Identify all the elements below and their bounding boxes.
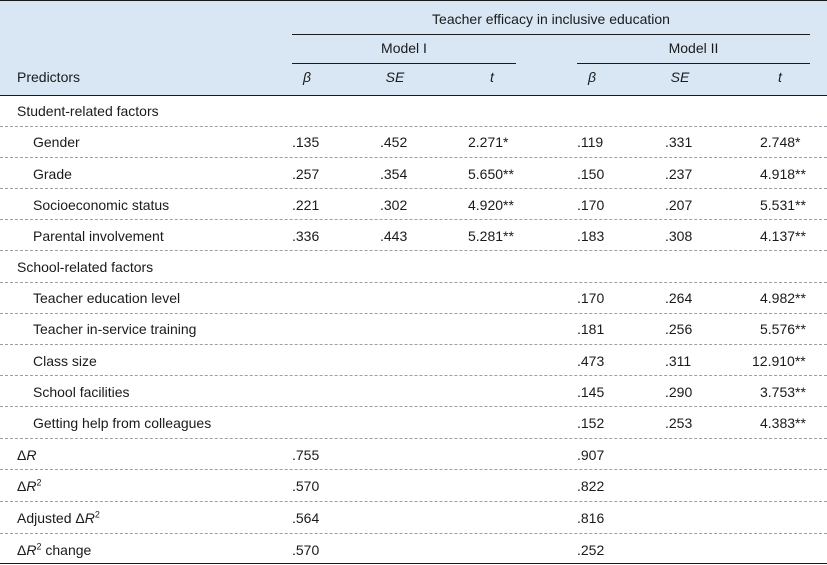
- m2-beta: .170: [577, 290, 605, 306]
- m2-value: .816: [577, 510, 605, 526]
- summary-label: ΔR: [17, 447, 37, 463]
- row-label: Socioeconomic status: [33, 197, 170, 213]
- m2-beta: .152: [577, 415, 605, 431]
- m2-se: .237: [665, 166, 693, 182]
- row-divider: [0, 282, 827, 283]
- title-rule: [292, 34, 810, 35]
- m2-se: .256: [665, 321, 693, 337]
- m1-beta: .257: [292, 166, 320, 182]
- m2-se: .290: [665, 384, 693, 400]
- m1-value: .564: [292, 510, 320, 526]
- section-student: Student-related factors: [17, 103, 159, 119]
- row-divider: [0, 375, 827, 376]
- m2-beta: .181: [577, 321, 605, 337]
- col-m2-t: t: [778, 69, 782, 85]
- m2-beta: .183: [577, 228, 605, 244]
- row-divider: [0, 157, 827, 158]
- m2-beta: .170: [577, 197, 605, 213]
- row-label: Class size: [33, 353, 97, 369]
- summary-label: $\Delta R^2$ change: [17, 541, 92, 558]
- m1-beta: .336: [292, 228, 320, 244]
- m2-value: .252: [577, 542, 605, 558]
- model2-heading: Model II: [668, 40, 719, 56]
- m1-se: .443: [380, 228, 408, 244]
- m2-value: .907: [577, 447, 605, 463]
- row-divider: [0, 219, 827, 220]
- header-rule: [0, 95, 827, 96]
- m2-se: .331: [665, 134, 693, 150]
- row-label: Grade: [33, 166, 72, 182]
- row-divider: [0, 126, 827, 127]
- m2-t: 5.531**: [760, 197, 806, 213]
- m2-t: 2.748*: [760, 134, 801, 150]
- model2-rule: [577, 63, 810, 64]
- m2-t: 12.910**: [752, 353, 806, 369]
- row-label: Teacher in-service training: [33, 321, 197, 337]
- row-divider: [0, 250, 827, 251]
- col-m1-beta: β: [303, 69, 311, 85]
- m1-se: .452: [380, 134, 408, 150]
- col-m1-t: t: [490, 69, 494, 85]
- predictors-heading: Predictors: [17, 69, 81, 85]
- m1-beta: .135: [292, 134, 320, 150]
- m1-t: 5.650**: [468, 166, 514, 182]
- section-school: School-related factors: [17, 259, 154, 275]
- m2-beta: .145: [577, 384, 605, 400]
- m2-t: 5.576**: [760, 321, 806, 337]
- m1-se: .354: [380, 166, 408, 182]
- m1-value: .570: [292, 542, 320, 558]
- m2-se: .311: [665, 353, 692, 369]
- model1-heading: Model I: [381, 40, 427, 56]
- row-label: School facilities: [33, 384, 130, 400]
- row-divider: [0, 406, 827, 407]
- summary-label: Adjusted $\Delta R^2$: [17, 509, 100, 526]
- m2-t: 4.383**: [760, 415, 806, 431]
- m1-value: .570: [292, 478, 320, 494]
- m2-se: .253: [665, 415, 693, 431]
- m2-se: .207: [665, 197, 693, 213]
- m2-beta: .119: [577, 134, 604, 150]
- row-divider: [0, 469, 827, 470]
- row-label: Gender: [33, 134, 80, 150]
- m1-t: 4.920**: [468, 197, 514, 213]
- m2-t: 3.753**: [760, 384, 806, 400]
- table-header: [0, 0, 827, 96]
- m1-se: .302: [380, 197, 408, 213]
- m2-beta: .150: [577, 166, 605, 182]
- m1-t: 2.271*: [468, 134, 509, 150]
- col-m1-se: SE: [385, 69, 405, 85]
- table-title: Teacher efficacy in inclusive education: [432, 11, 670, 27]
- bottom-rule: [0, 563, 827, 564]
- row-label: Teacher education level: [33, 290, 181, 306]
- m2-t: 4.918**: [760, 166, 806, 182]
- row-divider: [0, 344, 827, 345]
- summary-label: $\Delta R^2$: [17, 477, 42, 494]
- row-divider: [0, 438, 827, 439]
- m1-value: .755: [292, 447, 320, 463]
- row-label: Getting help from colleagues: [33, 415, 212, 431]
- m2-t: 4.982**: [760, 290, 806, 306]
- m2-t: 4.137**: [760, 228, 806, 244]
- row-divider: [0, 501, 827, 502]
- m1-beta: .221: [292, 197, 320, 213]
- m2-se: .264: [665, 290, 693, 306]
- row-divider: [0, 188, 827, 189]
- m1-t: 5.281**: [468, 228, 514, 244]
- row-divider: [0, 533, 827, 534]
- col-m2-beta: β: [588, 69, 596, 85]
- m2-beta: .473: [577, 353, 605, 369]
- row-divider: [0, 313, 827, 314]
- row-label: Parental involvement: [33, 228, 164, 244]
- col-m2-se: SE: [670, 69, 690, 85]
- m2-value: .822: [577, 478, 605, 494]
- m2-se: .308: [665, 228, 693, 244]
- model1-rule: [292, 63, 516, 64]
